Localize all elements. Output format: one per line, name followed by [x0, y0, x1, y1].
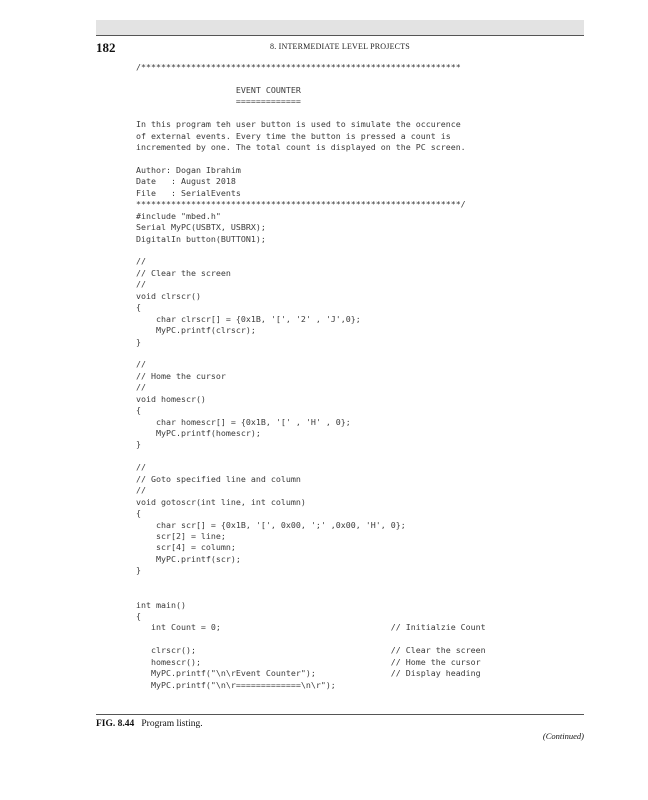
code-line: int Count = 0; // Initialzie Count: [136, 622, 486, 633]
code-line: #include "mbed.h": [136, 210, 221, 221]
code-line: [136, 451, 486, 462]
code-line: /****************************************************************: [136, 62, 461, 72]
code-line: [136, 73, 486, 84]
code-line: [136, 577, 486, 588]
code-line: [136, 634, 486, 645]
code-line: scr[2] = line;: [136, 530, 226, 541]
code-line: [136, 245, 486, 256]
code-line: MyPC.printf("\n\r=============\n\r");: [136, 679, 336, 690]
code-line: MyPC.printf(scr);: [136, 553, 241, 564]
code-line: char clrscr[] = {0x1B, '[', '2' , 'J',0};: [136, 313, 361, 324]
code-line: Serial MyPC(USBTX, USBRX);: [136, 222, 266, 233]
code-line: [136, 348, 486, 359]
code-line: {: [136, 611, 141, 621]
code-line: {: [136, 302, 141, 313]
listing-divider: [96, 714, 584, 715]
code-line: char homescr[] = {0x1B, '[' , 'H' , 0};: [136, 416, 351, 427]
code-line: // Home the cursor: [136, 370, 226, 381]
code-line: EVENT COUNTER: [136, 84, 301, 95]
code-line: // Clear the screen: [136, 267, 231, 278]
code-line: In this program teh user button is used to simulate the occurence: [136, 119, 461, 130]
figure-label: FIG. 8.44: [96, 719, 135, 729]
code-line: DigitalIn button(BUTTON1);: [136, 233, 266, 244]
code-line: =============: [136, 96, 301, 107]
code-line: Date : August 2018: [136, 176, 236, 187]
code-line: }: [136, 565, 141, 576]
code-line: [136, 108, 486, 119]
code-line: of external events. Every time the button is pressed a count is: [136, 130, 451, 141]
code-line: homescr(); // Home the cursor: [136, 656, 481, 667]
figure-caption-text: Program listing.: [141, 719, 203, 729]
code-line: {: [136, 405, 141, 416]
continued-note: (Continued): [542, 731, 584, 741]
page-header: [96, 35, 584, 58]
code-line: // Goto specified line and column: [136, 473, 301, 484]
page-number: 182: [96, 40, 116, 55]
code-line: {: [136, 508, 141, 519]
code-line: scr[4] = column;: [136, 542, 236, 553]
code-line: void homescr(): [136, 393, 206, 404]
program-listing: [136, 62, 486, 691]
code-line: //: [136, 382, 146, 393]
code-line: MyPC.printf(clrscr);: [136, 325, 256, 336]
code-line: //: [136, 279, 146, 290]
code-line: MyPC.printf(homescr);: [136, 428, 261, 438]
code-line: [136, 588, 486, 599]
code-line: //: [136, 485, 146, 496]
code-line: Author: Dogan Ibrahim: [136, 164, 241, 175]
code-line: [136, 154, 486, 165]
code-line: File : SerialEvents: [136, 187, 241, 198]
code-line: void gotoscr(int line, int column): [136, 496, 306, 507]
code-line: incremented by one. The total count is displayed on the PC screen.: [136, 142, 466, 153]
code-line: clrscr(); // Clear the screen: [136, 645, 486, 656]
code-line: }: [136, 439, 141, 450]
top-banner-bar: [96, 20, 584, 35]
code-line: char scr[] = {0x1B, '[', 0x00, ';' ,0x00, 'H', 0};: [136, 519, 406, 530]
code-line: *****************************************************************/: [136, 199, 466, 210]
code-line: int main(): [136, 599, 186, 610]
code-line: //: [136, 462, 146, 473]
running-head: 8. INTERMEDIATE LEVEL PROJECTS: [270, 42, 410, 51]
figure-caption: [96, 719, 203, 729]
code-line: //: [136, 359, 146, 370]
code-line: void clrscr(): [136, 290, 201, 301]
code-line: }: [136, 336, 141, 347]
code-line: MyPC.printf("\n\rEvent Counter"); // Display heading: [136, 668, 481, 679]
code-line: //: [136, 256, 146, 267]
